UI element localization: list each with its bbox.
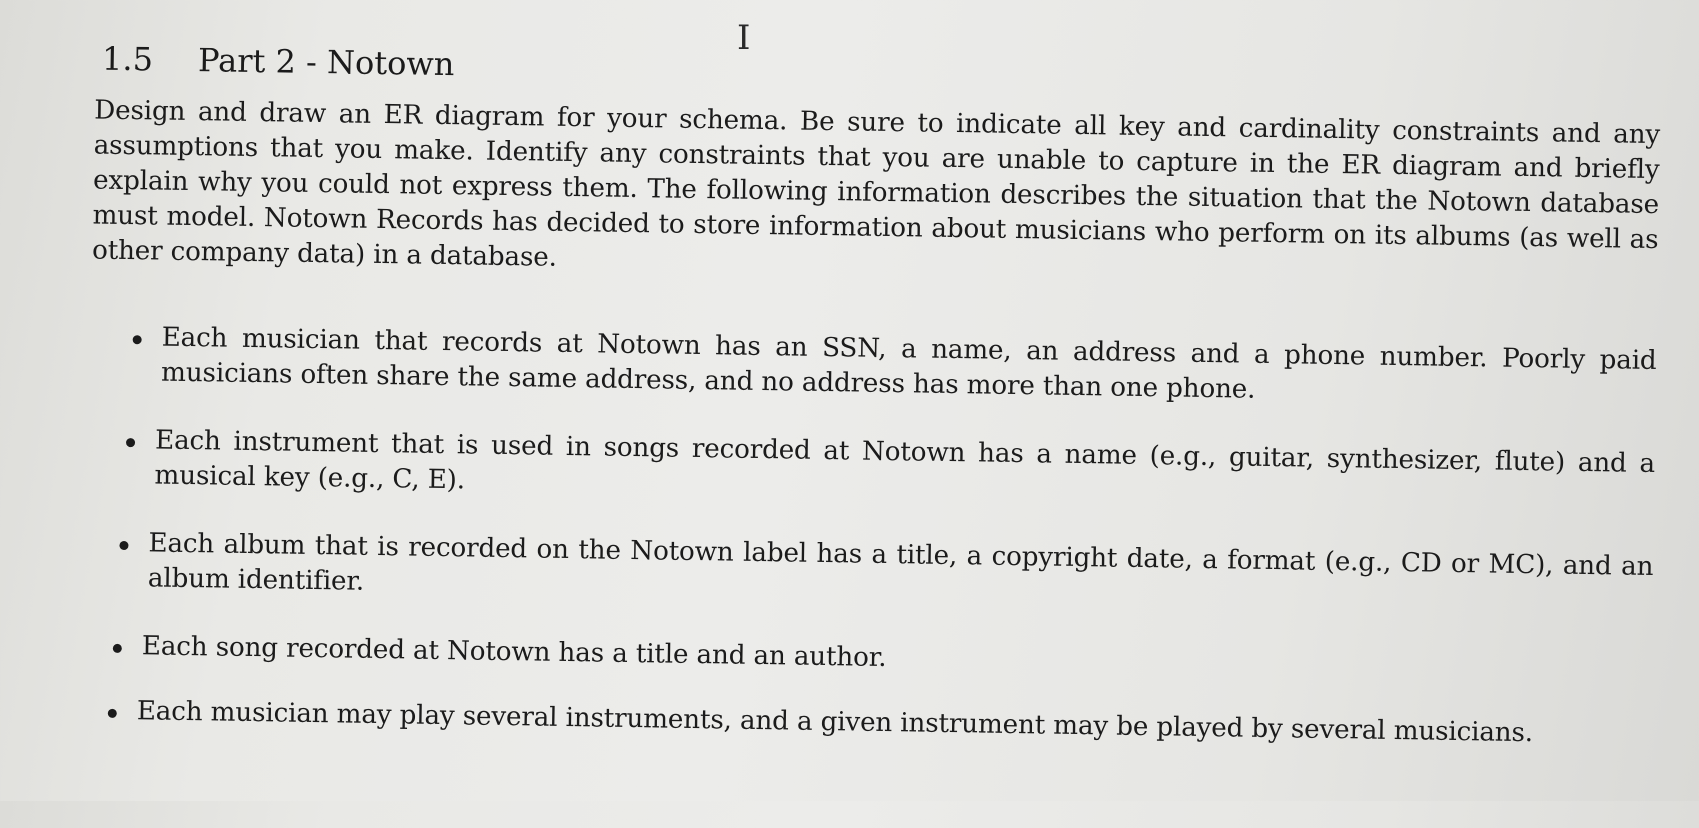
list-item-text: Each song recorded at Notown has a title and an author.	[141, 631, 887, 674]
list-item-text: Each musician may play several instruments, and a given instrument may be played by several musicians.	[136, 696, 1534, 749]
bullet-icon	[133, 335, 142, 344]
list-item-text: Each instrument that is used in songs recorded at Notown has a name (e.g., guitar, synthesizer, flute) and a musical key (e.g., C, E).	[154, 425, 1656, 496]
list-item	[137, 694, 1657, 753]
section-title: Part 2 - Notown	[197, 41, 455, 84]
list-item-text: Each musician that records at Notown has an SSN, a name, an address and a phone number. Poorly paid musicians often share the same address, and no address has more than one phone.	[160, 322, 1657, 405]
bullet-icon	[126, 438, 135, 447]
bullet-icon	[119, 541, 128, 550]
bullet-icon	[108, 709, 117, 718]
list-item-text: Each album that is recorded on the Notown label has a title, a copyright date, a format (e.g., CD or MC), and an album identifier.	[147, 528, 1654, 597]
section-heading	[102, 40, 455, 84]
list-item	[154, 423, 1655, 517]
intro-paragraph: Design and draw an ER diagram for your schema. Be sure to indicate all key and cardinality constraints and any assumptions that you make. Identify any constraints that you are unable to capture in the ER diagram and briefly explain why you could not express them. The following information describes the situation that the Notown database must model. Notown Records has decided to store information about musicians who perform on its albums (as well as other company data) in a database.	[91, 95, 1661, 273]
bullet-icon	[113, 644, 122, 653]
list-item	[161, 321, 1657, 414]
text-cursor-icon: I	[737, 18, 751, 58]
list-item	[142, 629, 1642, 688]
section-number: 1.5	[101, 39, 154, 79]
list-item	[148, 526, 1654, 620]
